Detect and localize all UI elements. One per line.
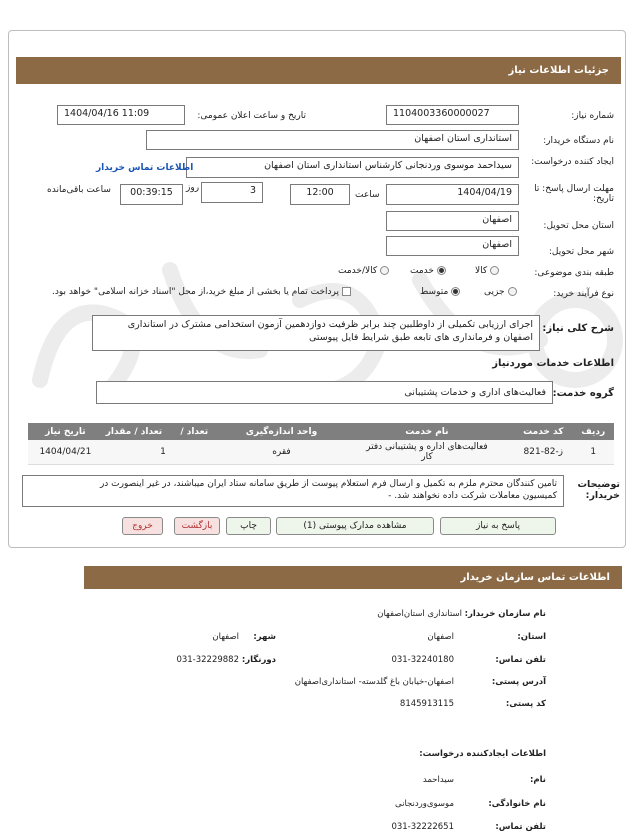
reply-button[interactable]: پاسخ به نیاز xyxy=(440,517,556,535)
services-title: اطلاعات خدمات موردنیاز xyxy=(492,358,614,369)
supplier-notes-line-1: تامین کنندگان محترم ملزم به تکمیل و ارسال فرم استعلام پیوست از طریق سامانه ستاد ایران میباشند، در غیر اینصورت در xyxy=(99,479,557,489)
phone-label: تلفن تماس: xyxy=(495,655,546,665)
announce-label: تاریخ و ساعت اعلان عمومی: xyxy=(197,111,306,121)
family-label: نام خانوادگی: xyxy=(488,799,546,809)
need-number-field: 1104003360000027 xyxy=(386,105,519,125)
col-service-name: نام خدمت xyxy=(340,423,515,440)
buyer-org-field: استانداری استان اصفهان xyxy=(146,130,519,150)
cell-qty: 1 xyxy=(103,440,224,464)
time-label: ساعت xyxy=(355,190,380,200)
service-group-label: گروه خدمت: xyxy=(552,388,614,399)
buyer-contact-link[interactable]: اطلاعات تماس خریدار xyxy=(96,163,194,173)
deadline-label: مهلت ارسال پاسخ: تا تاریخ: xyxy=(534,184,614,204)
org-value: استانداری استان‌اصفهان xyxy=(377,609,462,619)
name-value: سیداحمد xyxy=(422,775,454,785)
payment-checkbox[interactable]: پرداخت تمام یا بخشی از مبلغ خرید،از محل "اسناد خزانه اسلامی" خواهد بود. xyxy=(52,287,351,297)
category-option-both[interactable]: کالا/خدمت xyxy=(338,266,389,276)
address-value: اصفهان-خیابان باغ گلدسته- استانداری‌اصفهان xyxy=(294,677,454,687)
supplier-notes-field xyxy=(22,475,564,507)
category-label: طبقه بندی موضوعی: xyxy=(534,268,614,278)
supplier-notes-line-2: کمیسیون معاملات شرکت داده نخواهند شد. - xyxy=(388,491,557,501)
radio-selected-icon xyxy=(451,287,460,296)
cell-date: 1404/04/21 xyxy=(28,440,103,464)
address-label: آدرس پستی: xyxy=(491,677,546,687)
view-attachments-button[interactable]: مشاهده مدارک پیوستی (1) xyxy=(276,517,434,535)
summary-field xyxy=(92,315,540,351)
creator-section-title: اطلاعات ایجادکننده درخواست: xyxy=(419,749,546,759)
need-number-label: شماره نیاز: xyxy=(571,111,614,121)
col-count: تعداد / xyxy=(165,423,223,440)
back-button[interactable]: بازگشت xyxy=(174,517,220,535)
summary-line-1: اجرای ارزیابی تکمیلی از داوطلبین چند برابر ظرفیت دوازدهمین آزمون استخدامی مشترک در استانداری xyxy=(127,319,533,330)
remaining-field: 00:39:15 xyxy=(120,184,183,205)
process-label: نوع فرآیند خرید: xyxy=(553,289,614,299)
radio-icon xyxy=(490,266,499,275)
days-field: 3 xyxy=(201,182,263,203)
deadline-date-field: 1404/04/19 xyxy=(386,184,519,205)
org-label: نام سازمان خریدار: xyxy=(464,609,546,619)
family-value: موسوی‌وردنجانی xyxy=(395,799,454,809)
service-name-line-2: کار xyxy=(421,451,433,462)
fax-label: دورنگار: xyxy=(241,655,276,665)
page-title: جزئیات اطلاعات نیاز xyxy=(16,57,621,84)
creator-phone-label: تلفن تماس: xyxy=(495,822,546,832)
postal-value: 8145913115 xyxy=(399,699,454,709)
delivery-city-field: اصفهان xyxy=(386,236,519,256)
col-qty: تعداد / مقدار xyxy=(103,423,165,440)
remaining-label: ساعت باقی‌مانده xyxy=(47,185,111,195)
print-button[interactable]: چاپ xyxy=(226,517,271,535)
contact-section-title: اطلاعات تماس سازمان خریدار xyxy=(84,566,622,589)
phone-value: 031-32240180 xyxy=(391,655,454,665)
buyer-org-label: نام دستگاه خریدار: xyxy=(543,136,614,146)
creator-phone-value: 031-32222651 xyxy=(391,822,454,832)
category-option-service[interactable]: خدمت xyxy=(410,266,446,276)
radio-icon xyxy=(508,287,517,296)
checkbox-icon xyxy=(342,287,351,296)
fax-value: 031-32229882 xyxy=(176,655,239,665)
col-row: ردیف xyxy=(572,423,614,440)
day-label: روز xyxy=(186,183,200,193)
radio-icon xyxy=(380,266,389,275)
col-need-date: تاریخ نیاز xyxy=(28,423,103,440)
cell-service-name xyxy=(340,440,515,464)
creator-field: سیداحمد موسوی وردنجانی کارشناس استانداری استان اصفهان xyxy=(186,157,519,178)
cell-row: 1 xyxy=(572,440,614,464)
table-row xyxy=(28,440,614,464)
radio-selected-icon xyxy=(437,266,446,275)
delivery-province-label: استان محل تحویل: xyxy=(543,221,614,231)
province-label: استان: xyxy=(517,632,546,642)
cell-code: ز-82-821 xyxy=(514,440,572,464)
items-table xyxy=(28,423,614,465)
category-option-goods[interactable]: کالا xyxy=(475,266,499,276)
process-option-medium[interactable]: متوسط xyxy=(420,287,460,297)
process-option-minor[interactable]: جزیی xyxy=(484,287,517,297)
creator-label: ایجاد کننده درخواست: xyxy=(531,157,614,167)
col-service-code: کد خدمت xyxy=(514,423,572,440)
table-header-row xyxy=(28,423,614,440)
col-unit: واحد اندازه‌گیری xyxy=(223,423,339,440)
service-group-field: فعالیت‌های اداری و خدمات پشتیبانی xyxy=(96,381,553,404)
name-label: نام: xyxy=(529,775,546,785)
delivery-province-field: اصفهان xyxy=(386,211,519,231)
cell-unit: فقره xyxy=(223,440,339,464)
supplier-notes-label: توضیحات خریدار: xyxy=(577,479,620,501)
city-label: شهر: xyxy=(253,632,276,642)
delivery-city-label: شهر محل تحویل: xyxy=(548,247,614,257)
summary-line-2: اصفهان و فرمانداری های تابعه طبق شرایط فایل پیوستی xyxy=(308,332,533,343)
announce-field: 1404/04/16 11:09 xyxy=(57,105,185,125)
postal-label: کد پستی: xyxy=(505,699,546,709)
summary-label: شرح کلی نیاز: xyxy=(542,323,614,334)
city-value: اصفهان xyxy=(212,632,239,642)
deadline-time-field: 12:00 xyxy=(290,184,350,205)
exit-button[interactable]: خروج xyxy=(122,517,163,535)
service-name-line-1: فعالیت‌های اداره و پشتیبانی دفتر xyxy=(366,441,488,452)
province-value: اصفهان xyxy=(427,632,454,642)
